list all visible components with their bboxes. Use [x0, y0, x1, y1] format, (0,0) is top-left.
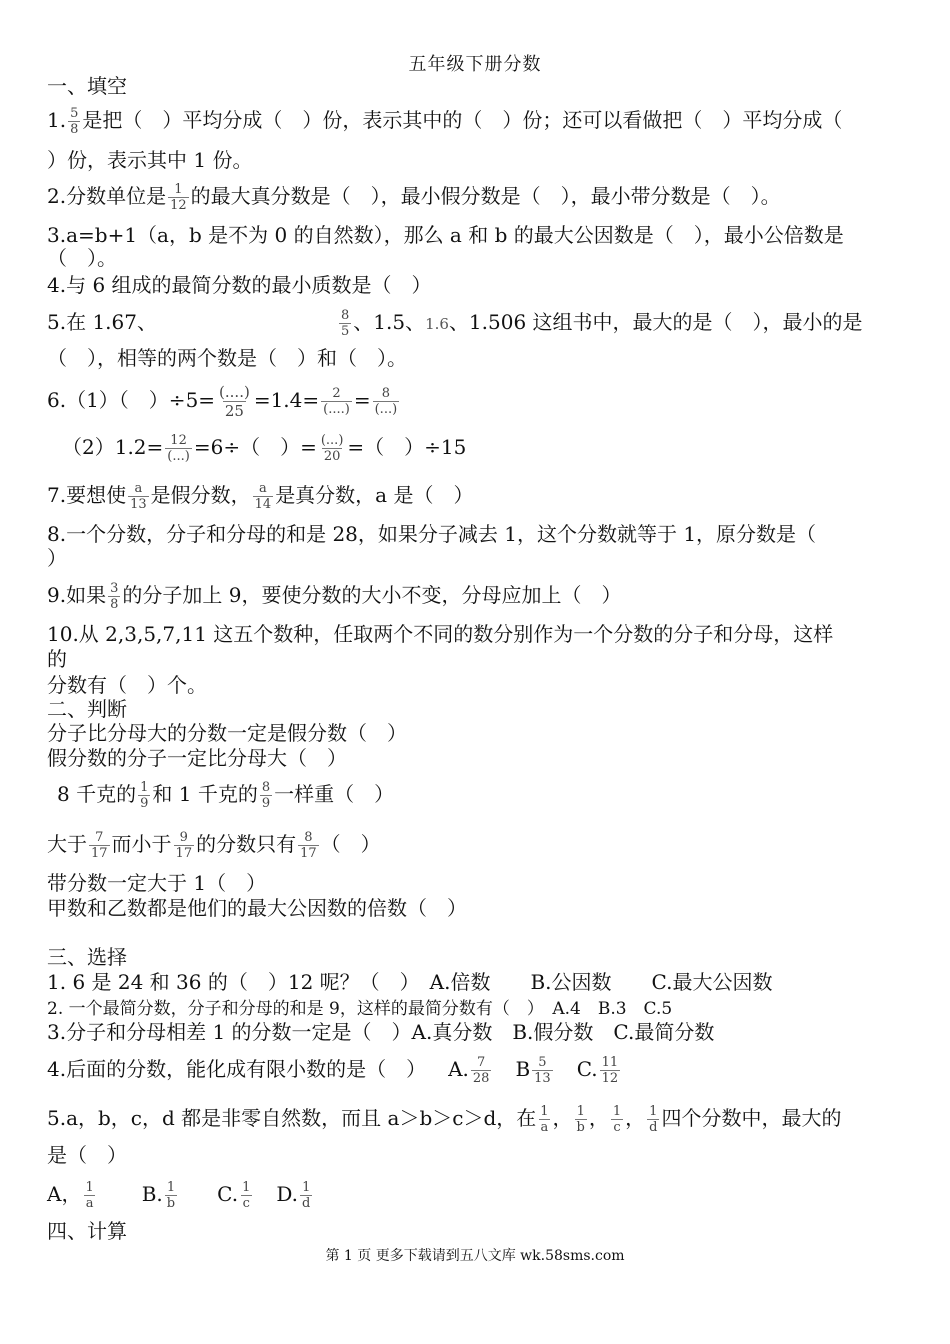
question-5: 5.在 1.67、 $\frac{8}{5}$ 、1.5、1.6、1.506 这组书中，最大的是（ ），最小的是 [47, 308, 863, 339]
judge-2: 假分数的分子一定比分母大（ ） [47, 746, 347, 770]
question-10-cont2: 分数有（ ）个。 [47, 673, 207, 697]
fraction: $\frac{a}{14}$ [254, 481, 272, 512]
question-1-cont: ）份，表示其中 1 份。 [47, 148, 253, 172]
fraction: (...) 20 [320, 433, 344, 464]
page-footer: 第 1 页 更多下载请到五八文库 wk.58sms.com [325, 1248, 625, 1264]
question-10-cont: 的 [47, 647, 67, 671]
choice-4: 4.后面的分数，能化成有限小数的是（ ） A. $\frac{7}{28}$ B $\frac{5}{13}$ C. $\frac{11}{12}$ [47, 1055, 619, 1086]
judge-1: 分子比分母大的分数一定是假分数（ ） [47, 721, 407, 745]
choice-5: 5.a，b，c，d 都是非零自然数，而且 a＞b＞c＞d，在 $\frac{1}{a}$ ， $\frac{1}{b}$ ， $\frac{1}{c}$ ， $\frac{1}{d}$ 四个分数中，最大的 [47, 1104, 842, 1135]
question-8-cont: ） [47, 546, 67, 570]
question-10: 10.从 2,3,5,7,11 这五个数种，任取两个不同的数分别作为一个分数的分子和分母，这样 [47, 622, 834, 646]
judge-5: 带分数一定大于 1（ ） [47, 871, 267, 895]
choice-1: 1. 6 是 24 和 36 的（ ）12 呢？（ ） A.倍数 B.公因数 C.最大公因数 [47, 970, 773, 994]
judge-3: 8 千克的 $\frac{1}{9}$ 和 1 千克的 $\frac{8}{9}$ 一样重（ ） [57, 780, 395, 811]
fraction: $\frac{1}{9}$ [140, 780, 149, 811]
fraction: $\frac{5}{13}$ [534, 1055, 551, 1086]
section-heading-judge: 二、判断 [47, 697, 127, 721]
fraction: $\frac{1}{b}$ [576, 1104, 585, 1135]
fraction: $\frac{a}{13}$ [130, 481, 147, 512]
question-9: 9.如果 $\frac{3}{8}$ 的分子加上 9，要使分数的大小不变，分母应加上（ ） [47, 581, 622, 612]
fraction: $\frac{7}{28}$ [472, 1055, 490, 1086]
choice-3: 3.分子和分母相差 1 的分数一定是（ ）A.真分数 B.假分数 C.最简分数 [47, 1020, 715, 1044]
question-8: 8.一个分数，分子和分母的和是 28，如果分子减去 1，这个分数就等于 1，原分数是（ [47, 522, 817, 546]
section-heading-choice: 三、选择 [47, 945, 127, 969]
fraction: $\frac{8}{17}$ [300, 830, 317, 861]
question-6-1: 6.（1）（ ）÷5= (....) 25 =1.4= 2 (....) = 8 (...) [47, 383, 398, 420]
question-3-cont: （ ）。 [47, 246, 117, 270]
fraction: $\frac{1}{c}$ [612, 1104, 622, 1135]
question-1: 1. $\frac{5}{8}$ 是把（ ）平均分成（ ）份，表示其中的（ ）份；还可以看做把（ ）平均分成（ [47, 106, 843, 137]
choice-5-options: A， $\frac{1}{a}$ B. $\frac{1}{b}$ C. $\frac{1}{c}$ D. $\frac{1}{d}$ [47, 1180, 311, 1211]
fraction: 2 (....) [323, 386, 350, 417]
fraction: (....) 25 [219, 383, 250, 420]
fraction: $\frac{1}{c}$ [242, 1180, 251, 1211]
fraction: $\frac{8}{9}$ [261, 780, 271, 811]
fraction: $\frac{1}{d}$ [302, 1180, 311, 1211]
page-title: 五年级下册分数 [408, 54, 542, 75]
fraction: $\frac{1}{a}$ [85, 1180, 94, 1211]
fraction: $\frac{7}{17}$ [91, 830, 108, 861]
fraction: $\frac{3}{8}$ [110, 581, 119, 612]
section-heading-fill: 一、填空 [47, 74, 127, 98]
section-heading-calc: 四、计算 [47, 1219, 127, 1243]
fraction: $\frac{1}{12}$ [170, 182, 187, 213]
question-5-cont: （ ），相等的两个数是（ ）和（ ）。 [47, 346, 407, 370]
fraction: $\frac{9}{17}$ [175, 830, 193, 861]
fraction: $\frac{1}{b}$ [166, 1180, 176, 1211]
question-4: 4.与 6 组成的最简分数的最小质数是（ ） [47, 273, 432, 297]
question-2: 2.分数单位是 $\frac{1}{12}$ 的最大真分数是（ ），最小假分数是（ ），最小带分数是（ ）。 [47, 182, 781, 213]
judge-4: 大于 $\frac{7}{17}$ 而小于 $\frac{9}{17}$ 的分数只有 $\frac{8}{17}$ （ ） [47, 830, 381, 861]
fraction: $\frac{5}{8}$ [70, 106, 79, 137]
choice-5-cont: 是（ ） [47, 1143, 127, 1167]
fraction: 8 (...) [374, 386, 398, 417]
question-7: 7.要想使 $\frac{a}{13}$ 是假分数， $\frac{a}{14}$ 是真分数，a 是（ ） [47, 481, 474, 512]
fraction: 12 (...) [167, 433, 190, 464]
fraction: $\frac{1}{a}$ [540, 1104, 549, 1135]
judge-6: 甲数和乙数都是他们的最大公因数的倍数（ ） [47, 896, 467, 920]
fraction: $\frac{1}{d}$ [649, 1104, 658, 1135]
choice-2: 2. 一个最简分数，分子和分母的和是 9，这样的最简分数有（ ） A.4 B.3 C.5 [47, 999, 673, 1019]
question-3: 3.a=b+1（a，b 是不为 0 的自然数），那么 a 和 b 的最大公因数是（ ），最小公倍数是 [47, 223, 844, 247]
fraction: $\frac{11}{12}$ [601, 1055, 619, 1086]
question-6-2: （2）1.2= 12 (...) =6÷（ ）= (...) 20 =（ ）÷15 [62, 433, 467, 464]
fraction: $\frac{8}{5}$ [340, 308, 350, 339]
